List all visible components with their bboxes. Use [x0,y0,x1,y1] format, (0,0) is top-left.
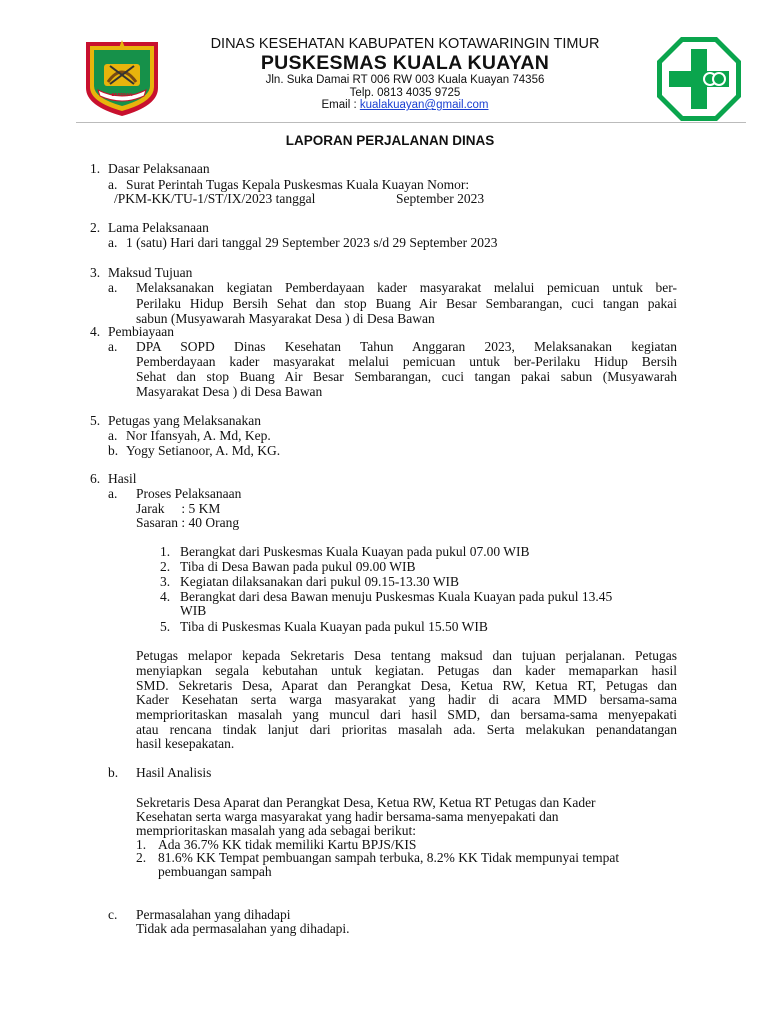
email-line [160,99,650,111]
s4-a-marker: a. [108,339,118,354]
finding-text-continued: pembuangan sampah [158,864,272,879]
address: Jln. Suka Damai RT 006 RW 003 Kuala Kuayan 74356 [265,74,545,86]
s6c-marker: c. [108,907,118,922]
s3-a-marker: a. [108,280,118,295]
s5-heading: Petugas yang Melaksanakan [108,413,261,428]
s4-line: Masyarakat Desa ) di Desa Bawan [136,384,323,399]
s6a-para-line: memprioritaskan masalah yang muncul dari hasil SMD, dan bersama-sama menyepakati [136,707,677,722]
s6a-para-line: menyiapkan segala kebutahan untuk kegiatan. Petugas dan kader memaparkan hasil [136,663,677,678]
logo-puskesmas-cross [655,35,743,123]
page-title: LAPORAN PERJALANAN DINAS [285,133,495,148]
s3-line: Perilaku Hidup Bersih Sehat dan stop Buang Air Besar Sembarangan, cuci tangan pakai [136,296,677,311]
s6c-text: Tidak ada permasalahan yang dihadapi. [136,921,350,936]
s6a-heading: Proses Pelaksanaan [136,486,242,501]
s6-number: 6. [90,471,101,486]
phone: Telp. 0813 4035 9725 [349,87,461,99]
s3-heading: Maksud Tujuan [108,265,193,280]
step-number: 2. [160,559,171,574]
s1-number: 1. [90,161,101,176]
step-text: Berangkat dari Puskesmas Kuala Kuayan pada pukul 07.00 WIB [180,544,530,559]
officer-name: Yogy Setianoor, A. Md, KG. [126,443,281,458]
s6a-marker: a. [108,486,118,501]
step-number: 5. [160,619,171,634]
s3-number: 3. [90,265,101,280]
email-label: Email : [321,99,360,111]
puskesmas-name: PUSKESMAS KUALA KUAYAN [260,52,550,74]
s6b-para-line: Kesehatan serta warga masyarakat yang hadir bersama-sama menyepakati dan [136,809,559,824]
s2-a-marker: a. [108,235,118,250]
s6b-para-line: memprioritaskan masalah yang ada sebagai berikut: [136,823,417,838]
finding-number: 2. [136,850,147,865]
step-text-continued: WIB [180,603,207,618]
step-number: 4. [160,589,171,604]
officer-marker: b. [108,443,119,458]
officer-name: Nor Ifansyah, A. Md, Kep. [126,428,271,443]
s1-a-line2: /PKM-KK/TU-1/ST/IX/2023 tanggal [114,191,316,206]
s2-a-text: 1 (satu) Hari dari tanggal 29 September 2023 s/d 29 September 2023 [126,235,498,250]
s6a-para-line: SMD. Sekretaris Desa, Aparat dan Perangkat Desa, Ketua RW, Ketua RT, Petugas dan [136,678,677,693]
officer-marker: a. [108,428,118,443]
s1-heading: Dasar Pelaksanaan [108,161,210,176]
email-link[interactable]: kualakuayan@gmail.com [359,99,489,111]
step-text: Berangkat dari desa Bawan menuju Puskesmas Kuala Kuayan pada pukul 13.45 [180,589,613,604]
s4-line: Sehat dan stop Buang Air Besar Sembarangan, cuci tangan pakai sabun (Musyawarah [136,369,677,384]
s2-number: 2. [90,220,101,235]
s6a-para-line: atau rencana tindak lanjut dari prioritas masalah ada. Serta melakukan penandatangan [136,722,677,737]
step-text: Tiba di Desa Bawan pada pukul 09.00 WIB [180,559,416,574]
s1-a-line1: Surat Perintah Tugas Kepala Puskesmas Kuala Kuayan Nomor: [126,177,470,192]
s6b-marker: b. [108,765,119,780]
s1-a-marker: a. [108,177,118,192]
s4-line: Pemberdayaan kader masyarakat melalui pemicuan untuk ber-Perilaku Hidup Bersih [136,354,677,369]
finding-text: 81.6% KK Tempat pembuangan sampah terbuka, 8.2% KK Tidak mempunyai tempat [158,850,620,865]
s6b-heading: Hasil Analisis [136,765,212,780]
logo-kotawaringin-timur [82,36,162,118]
s3-line: sabun (Musyawarah Masyarakat Desa ) di Desa Bawan [136,311,435,326]
s6-heading: Hasil [108,471,137,486]
step-text: Kegiatan dilaksanakan dari pukul 09.15-13.30 WIB [180,574,460,589]
s4-number: 4. [90,324,101,339]
s3-line: Melaksanakan kegiatan Pemberdayaan kader masyarakat melalui pemicuan untuk ber- [136,280,677,295]
s6a-para-line: hasil kesepakatan. [136,736,235,751]
finding-number: 1. [136,837,147,852]
s4-heading: Pembiayaan [108,324,174,339]
s5-number: 5. [90,413,101,428]
s6a-para-line: Petugas melapor kepada Sekretaris Desa tentang maksud dan tujuan perjalanan. Petugas [136,648,677,663]
s2-heading: Lama Pelaksanaan [108,220,209,235]
s6c-heading: Permasalahan yang dihadapi [136,907,291,922]
s1-a-date: September 2023 [396,191,485,206]
letterhead-divider [76,122,746,123]
finding-text: Ada 36.7% KK tidak memiliki Kartu BPJS/KIS [158,837,417,852]
distance: Jarak : 5 KM [136,501,221,516]
step-number: 1. [160,544,171,559]
target-count: Sasaran : 40 Orang [136,515,240,530]
s6b-para-line: Sekretaris Desa Aparat dan Perangkat Desa, Ketua RW, Ketua RT Petugas dan Kader [136,795,596,810]
s4-line: DPA SOPD Dinas Kesehatan Tahun Anggaran 2023, Melaksanakan kegiatan [136,339,677,354]
s6a-para-line: Kader Kesehatan serta warga masyarakat yang hadir di acara MMD bersama-sama [136,692,677,707]
step-text: Tiba di Puskesmas Kuala Kuayan pada pukul 15.50 WIB [180,619,488,634]
step-number: 3. [160,574,171,589]
agency-name: DINAS KESEHATAN KABUPATEN KOTAWARINGIN TIMUR [210,36,600,52]
logo-banner-text: BERIMAN [111,92,133,97]
